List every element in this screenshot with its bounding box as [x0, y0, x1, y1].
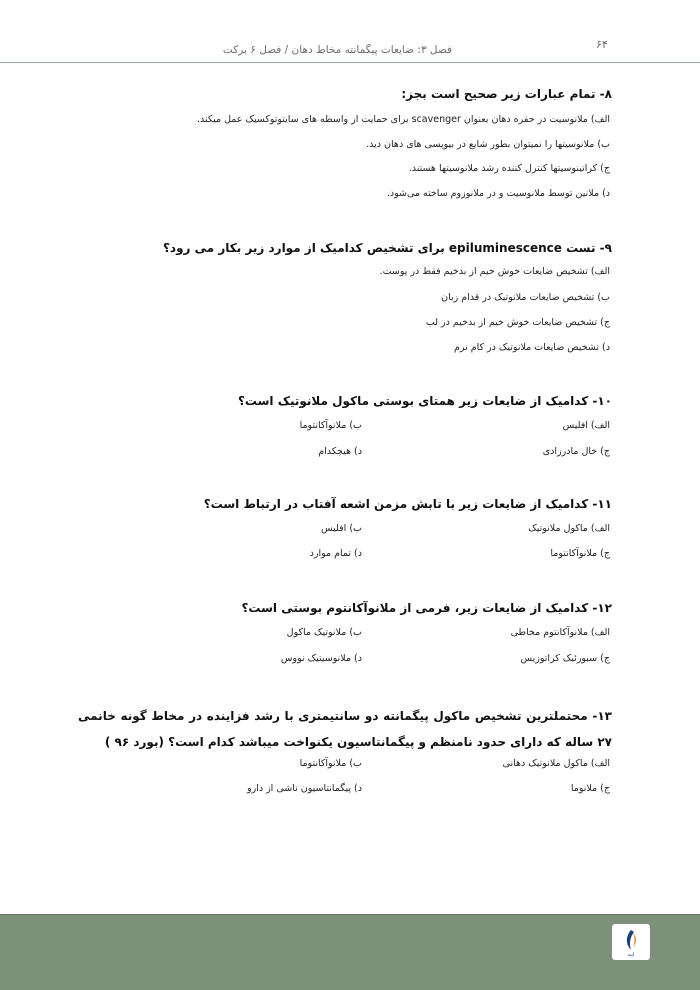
option-c: ج) کراتینوسیتها کنترل کننده رشد ملانوسیتها هستند.	[408, 163, 610, 174]
question-title: ۱۰- کدامیک از ضایعات زیر همتای بوستی ماکول ملانوتیک است؟	[237, 394, 612, 408]
option-a: الف) ملانوسیت در حفره دهان بعنوان scavenger برای حمایت از واسطه های سایتوتوکسیک عمل میکند.	[197, 114, 610, 125]
option-a: الف) ماکول ملانوتیک	[528, 523, 610, 534]
option-d: د) پیگمانتاسیون ناشی از دارو	[247, 783, 362, 794]
option-b: ب) تشخیص ضایعات ملانوتیک در قدام زبان	[441, 292, 610, 303]
option-a: الف) افلیس	[562, 420, 610, 431]
option-d: د) تشخیص ضایعات ملانوتیک در کام نرم	[453, 342, 610, 353]
option-d: د) هیچکدام	[318, 446, 362, 457]
question-title: ۹- تست epiluminescence برای تشخیص کدامیک از موارد زیر بکار می رود؟	[162, 241, 612, 255]
page-number: ۶۴	[596, 38, 608, 51]
option-c: ج) تشخیص ضایعات خوش خیم از بدخیم در لب	[425, 317, 610, 328]
option-a: الف) تشخیص ضایعات خوش خیم از بدخیم فقط در پوست.	[379, 266, 610, 277]
question-title: ۸- تمام عبارات زیر صحیح است بجز:	[401, 87, 612, 101]
publisher-logo	[612, 924, 650, 960]
question-title: ۱۲- کدامیک از ضایعات زیر، فرمی از ملانوآکانتوم بوستی است؟	[241, 601, 612, 615]
running-title: فصل ۳: ضایعات پیگمانته مخاط دهان / فصل ۶ برکت	[222, 44, 452, 56]
logo-icon	[612, 924, 650, 960]
option-b: ب) ملانوآکانتوما	[299, 758, 362, 769]
option-c: ج) سبورئیک کراتوزیس	[520, 653, 610, 664]
option-d: د) ملانین توسط ملانوسیت و در ملانوزوم ساخته می‌شود.	[386, 188, 610, 199]
option-b: ب) ملانوآکانتوما	[299, 420, 362, 431]
footer-divider	[0, 914, 700, 915]
header-divider	[0, 62, 700, 63]
option-b: ب) افلیس	[321, 523, 362, 534]
option-d: د) ملانوسیتیک نووس	[280, 653, 362, 664]
option-c: ج) ملانوآکانتوما	[550, 548, 610, 559]
option-c: ج) ملانوما	[570, 783, 610, 794]
option-d: د) تمام موارد	[309, 548, 362, 559]
option-b: ب) ملانوتیک ماکول	[286, 627, 362, 638]
option-c: ج) خال مادرزادی	[542, 446, 610, 457]
logo-text: اپید	[627, 952, 635, 958]
page-header	[0, 0, 700, 64]
question-title: ۱۳- محتملترین تشخیص ماکول پیگمانته دو سانتیمتری با رشد فزاینده در مخاط گونه خانمی ۲۷ ساله که دارای حدود نامنظم و پیگمانتاسیون یکنواخت میباشد کدام است؟ (بورد ۹۶ )	[78, 709, 612, 749]
option-b: ب) ملانوسیتها را نمیتوان بطور شایع در بیوپسی های دهان دید.	[366, 139, 610, 150]
option-a: الف) ملانوآکانتوم مخاطی	[510, 627, 610, 638]
page-footer	[0, 914, 700, 990]
option-a: الف) ماکول ملانوتیک دهانی	[502, 758, 610, 769]
question-title: ۱۱- کدامیک از ضایعات زیر با تابش مزمن اشعه آفتاب در ارتباط است؟	[203, 497, 612, 511]
